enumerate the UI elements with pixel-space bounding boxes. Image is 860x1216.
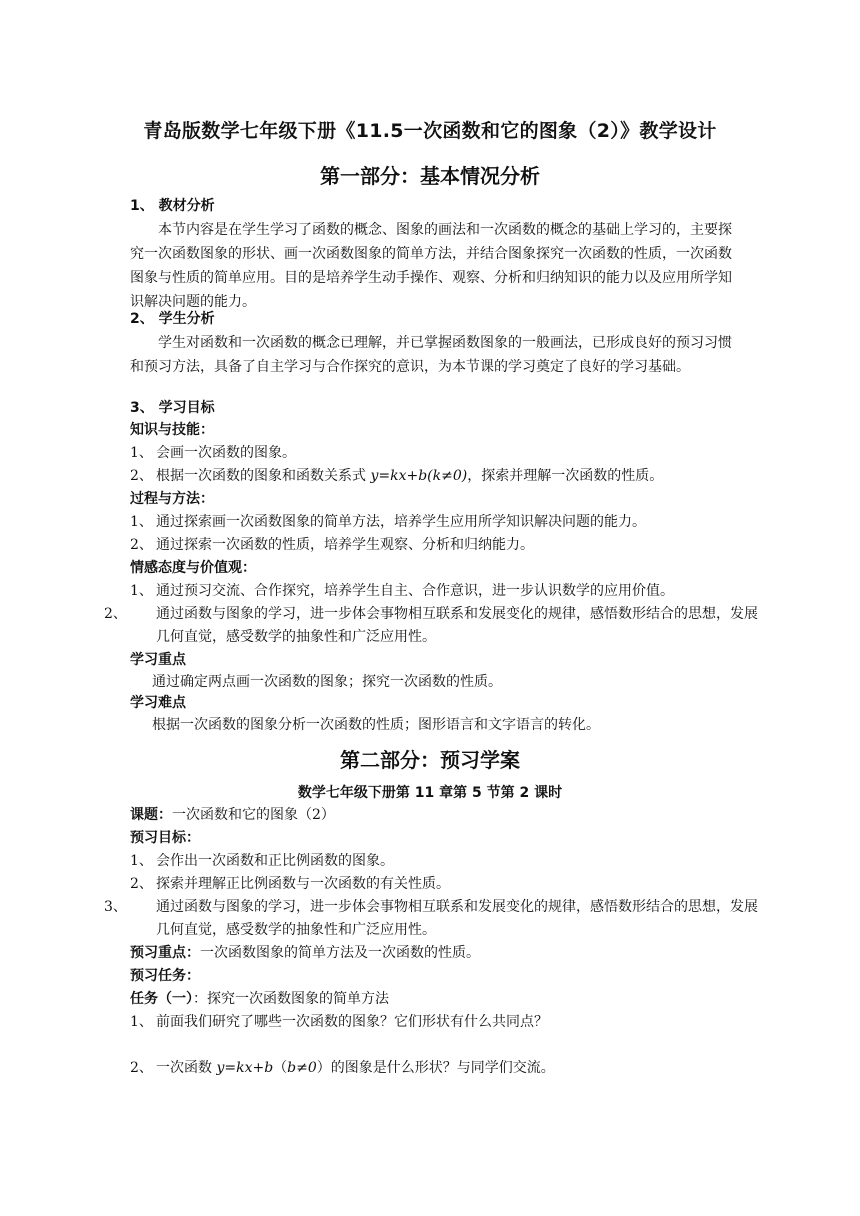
item-text: 通过函数与图象的学习，进一步体会事物相互联系和发展变化的规律，感悟数形结合的思想，发展几何直觉，感受数学的抽象性和广泛应用性。 [156, 606, 758, 645]
paren-close: ） [316, 1060, 331, 1076]
item-text: 探索并理解正比例函数与一次函数的有关性质。 [156, 876, 450, 892]
item-number: 3、 [104, 899, 127, 915]
part1-title: 第一部分：基本情况分析 [320, 164, 540, 188]
task1-label: 任务（一） [130, 991, 193, 1007]
preview-goal-3 [104, 896, 758, 942]
emotion-item-2 [104, 603, 758, 649]
topic-label: 课题： [130, 807, 172, 823]
question-2 [130, 1057, 732, 1080]
item-text: 通过探索画一次函数图象的简单方法，培养学生应用所学知识解决问题的能力。 [156, 514, 646, 530]
preview-focus-label: 预习重点： [130, 945, 200, 961]
preview-goal-2 [130, 873, 732, 896]
emotion-item-1 [130, 580, 732, 603]
item-text: 通过预习交流、合作探究，培养学生自主、合作意识，进一步认识数学的应用价值。 [156, 583, 674, 599]
item-number: 2、 [130, 876, 153, 892]
task1-text: ：探究一次函数图象的简单方法 [193, 991, 389, 1007]
process-heading: 过程与方法： [130, 491, 214, 507]
formula-condition: b≠0 [287, 1060, 317, 1076]
document-title: 青岛版数学七年级下册《11.5一次函数和它的图象（2）》教学设计 [143, 120, 717, 142]
difficulty-heading: 学习难点 [130, 695, 186, 711]
key-point-heading: 学习重点 [130, 652, 186, 668]
paren-open: （ [273, 1060, 288, 1076]
topic-line [130, 804, 730, 826]
item-number: 1、 [130, 853, 153, 869]
item-text: 会作出一次函数和正比例函数的图象。 [156, 853, 394, 869]
item-number: 1、 [130, 1014, 153, 1030]
formula: y=kx+b(k≠0) [370, 468, 468, 484]
question-1 [130, 1011, 732, 1034]
knowledge-heading: 知识与技能： [130, 422, 214, 438]
knowledge-item-2 [130, 465, 732, 488]
item-text: 前面我们研究了哪些一次函数的图象？它们形状有什么共同点？ [156, 1014, 548, 1030]
student-analysis-text: 学生对函数和一次函数的概念已理解，并已掌握函数图象的一般画法，已形成良好的预习习惯和预习方法，具备了自主学习与合作探究的意识，为本节课的学习奠定了良好的学习基础。 [130, 335, 732, 375]
item-text: ，探索并理解一次函数的性质。 [467, 468, 664, 484]
textbook-analysis-text: 本节内容是在学生学习了函数的概念、图象的画法和一次函数的概念的基础上学习的，主要探究一次函数图象的形状、画一次函数图象的简单方法，并结合图象探究一次函数的性质，一次函数图象与性质的简单应用。目的是培养学生动手操作、观察、分析和归纳知识的能力以及应用所学知识解决问题的能力。 [130, 222, 732, 310]
topic-text: 一次函数和它的图象（2） [172, 807, 335, 823]
process-item-1 [130, 511, 732, 534]
item-number: 1、 [130, 445, 153, 461]
item-text: 会画一次函数的图象。 [156, 445, 296, 461]
item-text: 通过函数与图象的学习，进一步体会事物相互联系和发展变化的规律，感悟数形结合的思想，发展几何直觉，感受数学的抽象性和广泛应用性。 [156, 899, 758, 938]
preview-focus-line [130, 942, 730, 964]
section-heading-textbook: 1、 教材分析 [130, 198, 215, 214]
item-text: 的图象是什么形状？与同学们交流。 [330, 1060, 555, 1076]
preview-focus-text: 一次函数图象的简单方法及一次函数的性质。 [200, 945, 480, 961]
process-item-2 [130, 534, 732, 557]
item-text: 通过探索一次函数的性质，培养学生观察、分析和归纳能力。 [156, 537, 534, 553]
item-number: 2、 [104, 606, 127, 622]
preview-tasks-heading: 预习任务： [130, 968, 200, 984]
emotion-heading: 情感态度与价值观： [130, 560, 256, 576]
item-number: 1、 [130, 514, 153, 530]
item-number: 1、 [130, 583, 153, 599]
formula: y=kx+b [216, 1060, 274, 1076]
part2-subtitle: 数学七年级下册第 11 章第 5 节第 2 课时 [297, 785, 563, 801]
task1-line [130, 988, 730, 1010]
knowledge-item-1 [130, 442, 732, 465]
item-number: 2、 [130, 537, 153, 553]
preview-goals-heading: 预习目标： [130, 830, 200, 846]
item-number: 2、 [130, 1060, 153, 1076]
part2-title: 第二部分：预习学案 [340, 748, 520, 772]
item-text: 一次函数 [156, 1060, 217, 1076]
item-text: 根据一次函数的图象和函数关系式 [156, 468, 371, 484]
section-heading-goals: 3、 学习目标 [130, 400, 215, 416]
preview-goal-1 [130, 850, 732, 873]
key-point-text: 通过确定两点画一次函数的图象；探究一次函数的性质。 [152, 674, 502, 690]
difficulty-text: 根据一次函数的图象分析一次函数的性质；图形语言和文字语言的转化。 [152, 717, 600, 733]
section-heading-students: 2、 学生分析 [130, 311, 215, 327]
item-number: 2、 [130, 468, 153, 484]
